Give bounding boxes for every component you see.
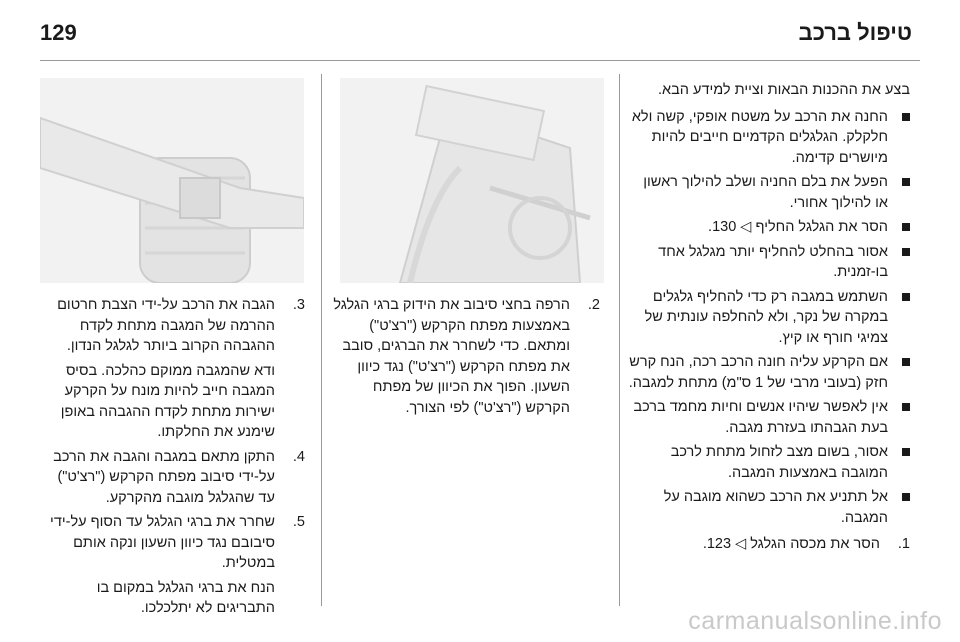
bullet-square-icon [902,113,910,121]
step-text: הגבה את הרכב על-ידי הצבת חרטום ההרמה של המגבה מתחת לקדח ההגבהה הקרוב ביותר לגלגל הנדון. [57,297,275,354]
bullet-square-icon [902,178,910,186]
page-header [40,14,912,54]
step-2 [330,295,600,418]
list-item: אסור, בשום מצב לזחול מתחת לרכב המוגבה באמצעות המגבה. [628,442,910,483]
step-number: 3. [292,297,305,313]
step-1 [628,534,910,555]
bullet-square-icon [902,358,910,366]
watermark: carmanualsonline.info [688,607,942,635]
step-text: התקן מתאם במגבה והגבה את הרכב על-ידי סיבוב מפתח הקרקש ("רצ'ט") עד שהגלגל מוגבה מהקרקע. [53,448,275,506]
step-4 [40,447,305,509]
bullet-square-icon [902,448,910,456]
step-number: 5. [292,514,305,530]
step-text: הסר את מכסה הגלגל ◁ 123. [702,536,880,552]
bullet-square-icon [902,223,910,231]
bullet-square-icon [902,403,910,411]
column-divider [321,74,322,606]
list-item: החנה את הרכב על משטח אופקי, קשה ולא חלקלק. הגלגלים הקדמיים חייבים להיות מיושרים קדימה. [628,107,910,169]
tire-and-jack-drawing [40,78,304,283]
step-5 [40,512,305,574]
tire-and-bracket-drawing [340,78,604,283]
step-text: הרפה בחצי סיבוב את הידוק ברגי הגלגל באמצעות מפתח הקרקש ("רצ'ט") ומתאם. כדי לשחרר את הברגים, סובב את מפתח הקרקש ("רצ'ט") נגד כיוון השעון. הפוך את הכיוון של מפתח הקרקש ("רצ'ט") לפי הצורך. [333,297,570,416]
list-item: אסור בהחלט להחליף יותר מגלגל אחד בו-זמנית. [628,242,910,283]
step-number: 4. [292,448,305,465]
column-right [628,80,910,559]
list-item: אל תתניע את הרכב כשהוא מוגבה על המגבה. [628,487,910,528]
step-number: 2. [587,297,600,313]
step-5-note: הנח את ברגי הגלגל במקום בו התבריגים לא יתלכלכו. [96,579,275,616]
bullet-square-icon [902,293,910,301]
column-middle [330,295,600,422]
jack-placement-illustration [40,78,304,283]
column-divider [619,74,620,606]
list-item: הפעל את בלם החניה ושלב להילוך ראשון או להילוך אחורי. [628,172,910,213]
column-left [40,295,305,623]
step-text: שחרר את ברגי הגלגל עד הסוף על-ידי סיבובם נגד כיוון השעון ונקה אותם במטלית. [50,514,275,571]
intro-text: בצע את ההכנות הבאות וציית למידע הבא. [657,82,910,98]
page-title: טיפול ברכב [798,20,912,45]
step-number: 1. [897,536,910,552]
wheel-bolt-loosening-illustration [340,78,604,283]
bullet-square-icon [902,493,910,501]
list-item: הסר את הגלגל החליף ◁ 130. [628,217,910,238]
list-item: אין לאפשר שיהיו אנשים וחיות מחמד ברכב בעת הגבהתו בעזרת מגבה. [628,397,910,438]
page-number: 129 [40,20,77,45]
bullet-square-icon [902,248,910,256]
list-item: השתמש במגבה רק כדי להחליף גלגלים במקרה של נקר, ולא להחלפה עונתית של צמיגי חורף או קיץ. [628,287,910,349]
step-3-note: ודא שהמגבה ממוקם כהלכה. בסיס המגבה חייב להיות מונח על הקרקע ישירות מתחת לקדח ההגבהה באופן שימנע את החלקתו. [60,362,275,440]
header-rule [40,60,920,61]
step-3 [40,295,305,357]
list-item: אם הקרקע עליה חונה הרכב רכה, הנח קרש חזק (בעובי מרבי של 1 ס"מ) מתחת למגבה. [628,352,910,393]
